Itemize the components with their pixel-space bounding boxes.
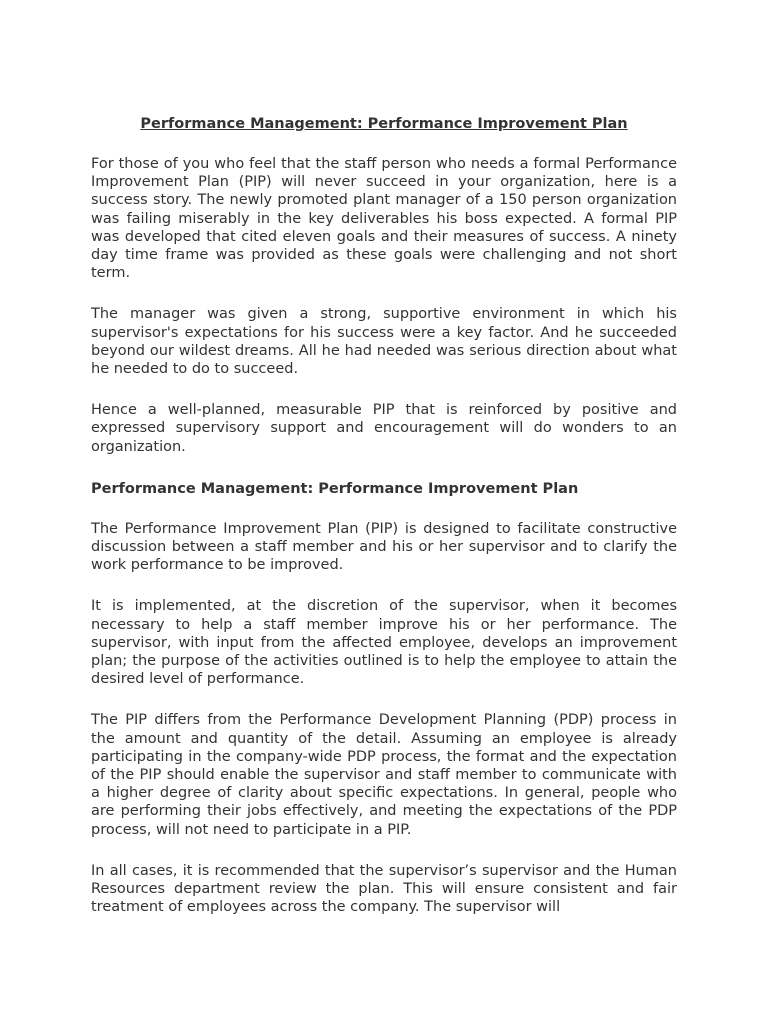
document-page: [91, 114, 677, 940]
paragraph-pip-purpose: The Performance Improvement Plan (PIP) is designed to facilitate constructive discussion between a staff member and his or her supervisor and to clarify the work performance to be improved.: [91, 520, 677, 574]
document-title: Performance Management: Performance Improvement Plan: [140, 116, 628, 132]
section-heading: Performance Management: Performance Improvement Plan: [91, 480, 579, 497]
paragraph-success-story: For those of you who feel that the staff person who needs a formal Performance Improvement Plan (PIP) will never succeed in your organization, here is a success story. The newly promoted plant manager of a 150 person organization was failing miserably in the key deliverables his boss expected. A formal PIP was developed that cited eleven goals and their measures of success. A ninety day time frame was provided as these goals were challenging and not short term.: [91, 156, 677, 282]
paragraph-plan-review: In all cases, it is recommended that the supervisor’s supervisor and the Human Resources department review the plan. This will ensure consistent and fair treatment of employees across the company. The supervisor will: [91, 862, 677, 916]
paragraph-pip-implementation: It is implemented, at the discretion of the supervisor, when it becomes necessary to help a staff member improve his or her performance. The supervisor, with input from the affected employee, develops an improvement plan; the purpose of the activities outlined is to help the employee to attain the desired level of performance.: [91, 598, 677, 688]
paragraph-supportive-environment: The manager was given a strong, supportive environment in which his supervisor's expectations for his success were a key factor. And he succeeded beyond our wildest dreams. All he had needed was serious direction about what he needed to do to succeed.: [91, 306, 677, 378]
paragraph-well-planned-pip: Hence a well-planned, measurable PIP that is reinforced by positive and expressed supervisory support and encouragement will do wonders to an organization.: [91, 402, 677, 455]
paragraph-pip-vs-pdp: The PIP differs from the Performance Development Planning (PDP) process in the amount and quantity of the detail. Assuming an employee is already participating in the company-wide PDP process, the format and the expectation of the PIP should enable the supervisor and staff member to communicate with a higher degree of clarity about specific expectations. In general, people who are performing their jobs effectively, and meeting the expectations of the PDP process, will not need to participate in a PIP.: [91, 712, 677, 838]
